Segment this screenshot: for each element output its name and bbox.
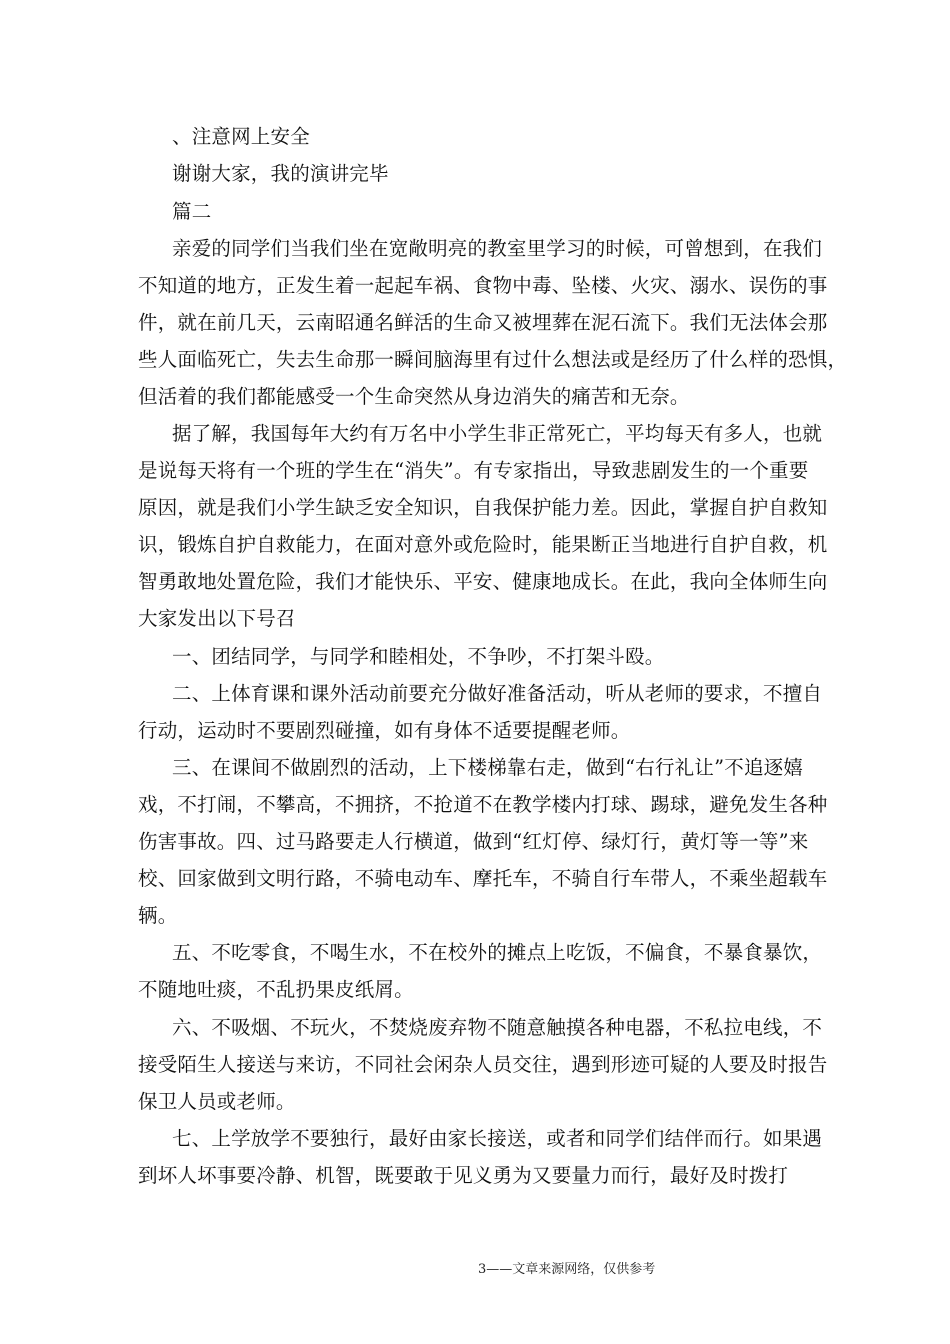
text-line: 原因，就是我们小学生缺乏安全知识，自我保护能力差。因此，掌握自护自救知 bbox=[138, 496, 828, 519]
text-line: 一、团结同学，与同学和睦相处，不争吵，不打架斗殴。 bbox=[172, 645, 665, 668]
text-line: 二、上体育课和课外活动前要充分做好准备活动，听从老师的要求，不擅自 bbox=[172, 682, 823, 705]
text-line: 据了解，我国每年大约有万名中小学生非正常死亡，平均每天有多人，也就 bbox=[172, 422, 823, 445]
text-line: 接受陌生人接送与来访，不同社会闲杂人员交往，遇到形迹可疑的人要及时报告 bbox=[138, 1053, 828, 1076]
text-line: 谢谢大家，我的演讲完毕 bbox=[172, 162, 389, 185]
text-line: 五、不吃零食，不喝生水，不在校外的摊点上吃饭，不偏食，不暴食暴饮， bbox=[172, 941, 823, 964]
text-line: 保卫人员或老师。 bbox=[138, 1090, 296, 1113]
text-line: 伤害事故。四、过马路要走人行横道，做到“红灯停、绿灯行，黄灯等一等”来 bbox=[138, 830, 809, 853]
text-line: 是说每天将有一个班的学生在“消失”。有专家指出，导致悲剧发生的一个重要 bbox=[138, 459, 809, 482]
section-heading: 篇二 bbox=[172, 200, 212, 223]
text-line: 三、在课间不做剧烈的活动，上下楼梯靠右走，做到“右行礼让”不追逐嬉 bbox=[172, 756, 804, 779]
text-line: 到坏人坏事要冷静、机智，既要敢于见义勇为又要量力而行，最好及时拨打 bbox=[138, 1164, 789, 1187]
text-line: 但活着的我们都能感受一个生命突然从身边消失的痛苦和无奈。 bbox=[138, 385, 690, 408]
text-line: 识，锻炼自护自救能力，在面对意外或危险时，能果断正当地进行自护自救，机 bbox=[138, 533, 828, 556]
text-line: 大家发出以下号召 bbox=[138, 607, 296, 630]
text-line: 不随地吐痰，不乱扔果皮纸屑。 bbox=[138, 978, 414, 1001]
text-line: 七、上学放学不要独行，最好由家长接送，或者和同学们结伴而行。如果遇 bbox=[172, 1127, 823, 1150]
text-line: 件，就在前几天，云南昭通名鲜活的生命又被埋葬在泥石流下。我们无法体会那 bbox=[138, 311, 828, 334]
text-line: 戏，不打闹，不攀高，不拥挤，不抢道不在教学楼内打球、踢球，避免发生各种 bbox=[138, 793, 828, 816]
text-line: 校、回家做到文明行路，不骑电动车、摩托车，不骑自行车带人，不乘坐超载车 bbox=[138, 867, 828, 890]
text-line: 些人面临死亡，失去生命那一瞬间脑海里有过什么想法或是经历了什么样的恐惧， bbox=[138, 348, 848, 371]
text-line: 六、不吸烟、不玩火，不焚烧废弃物不随意触摸各种电器，不私拉电线，不 bbox=[172, 1016, 823, 1039]
text-line: 、注意网上安全 bbox=[172, 125, 310, 148]
text-line: 亲爱的同学们当我们坐在宽敞明亮的教室里学习的时候，可曾想到，在我们 bbox=[172, 237, 823, 260]
text-line: 智勇敢地处置危险，我们才能快乐、平安、健康地成长。在此，我向全体师生向 bbox=[138, 570, 828, 593]
text-line: 不知道的地方，正发生着一起起车祸、食物中毒、坠楼、火灾、溺水、误伤的事 bbox=[138, 274, 828, 297]
text-line: 行动，运动时不要剧烈碰撞，如有身体不适要提醒老师。 bbox=[138, 719, 631, 742]
page-footer: 3——文章来源网络，仅供参考 bbox=[478, 1262, 656, 1277]
text-line: 辆。 bbox=[138, 904, 178, 927]
